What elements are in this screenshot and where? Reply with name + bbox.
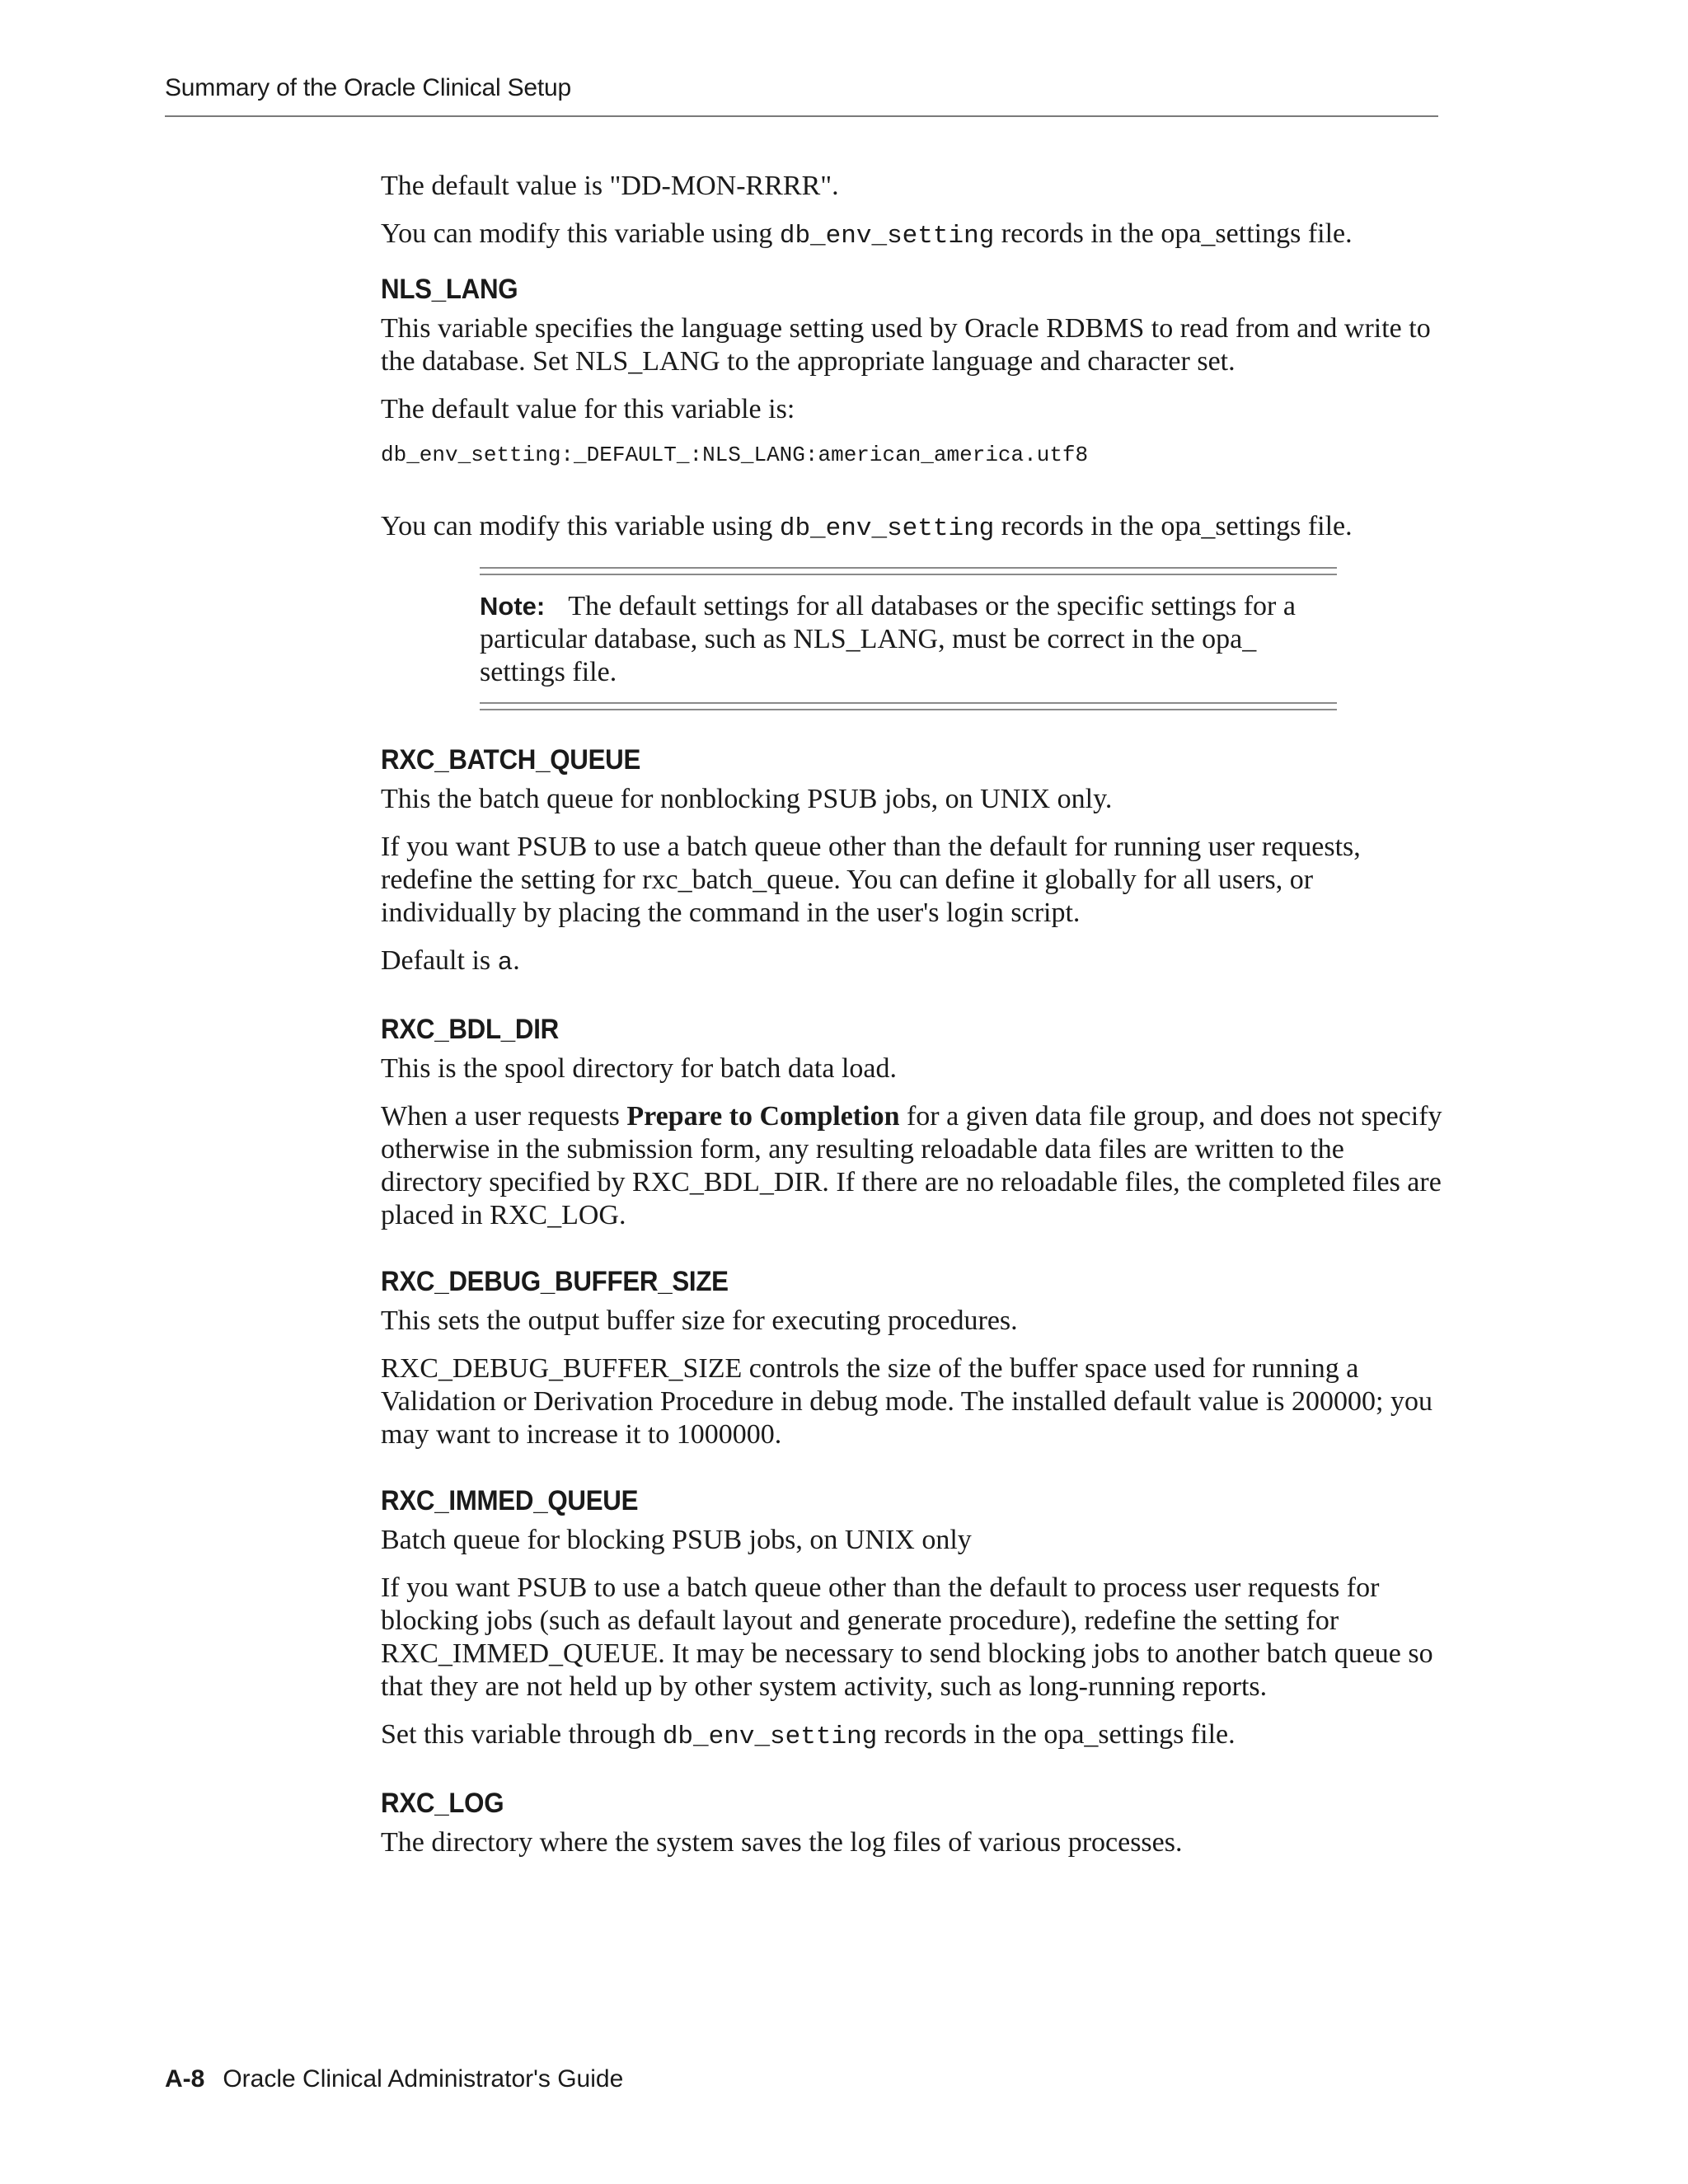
heading-rxc-log: RXC_LOG [381, 1788, 504, 1819]
prepare-to-completion-term: Prepare to Completion [626, 1101, 900, 1132]
immed-queue-setting-code: db_env_setting [662, 1722, 878, 1751]
batch-queue-default-code: a [497, 949, 513, 977]
intro-modify-text-end: records in the opa_settings file. [994, 218, 1353, 249]
intro-modify-paragraph [381, 218, 1444, 253]
note-box [480, 567, 1337, 710]
running-header: Summary of the Oracle Clinical Setup [165, 74, 572, 101]
bdl-dir-description: This is the spool directory for batch data load. [381, 1053, 897, 1084]
note-text: The default settings for all databases or the specific settings for a particular database, such as NLS_LANG, must be correct in the opa_ settings file. [480, 591, 1296, 687]
intro-modify-text: You can modify this variable using [381, 218, 780, 249]
nls-lang-default-intro: The default value for this variable is: [381, 394, 795, 424]
debug-buffer-description: This sets the output buffer size for executing procedures. [381, 1305, 1018, 1336]
nls-lang-code-example: db_env_setting:_DEFAULT_:NLS_LANG:american_america.utf8 [381, 443, 1089, 467]
nls-lang-modify-paragraph [381, 510, 1444, 546]
bdl-dir-details [381, 1100, 1444, 1232]
immed-queue-setting-text: Set this variable through [381, 1719, 663, 1750]
immed-queue-setting-end: records in the opa_settings file. [877, 1719, 1236, 1750]
intro-modify-code: db_env_setting [779, 222, 995, 251]
nls-lang-modify-code: db_env_setting [779, 514, 995, 543]
immed-queue-setting [381, 1718, 1444, 1754]
page-number: A-8 [165, 2065, 205, 2093]
batch-queue-description: This the batch queue for nonblocking PSUB jobs, on UNIX only. [381, 784, 1113, 814]
rxc-log-description: The directory where the system saves the log files of various processes. [381, 1827, 1183, 1858]
heading-rxc-debug-buffer-size: RXC_DEBUG_BUFFER_SIZE [381, 1266, 729, 1297]
note-body [480, 575, 1337, 702]
heading-nls-lang: NLS_LANG [381, 274, 518, 305]
batch-queue-details: If you want PSUB to use a batch queue other than the default for running user requests, redefine the setting for rxc_batch_queue. You can define it globally for all users, or individually by placing the command in the user's login script. [381, 832, 1361, 928]
batch-queue-default-end: . [513, 945, 520, 976]
batch-queue-default-text: Default is [381, 945, 498, 976]
heading-rxc-immed-queue: RXC_IMMED_QUEUE [381, 1485, 639, 1516]
bdl-dir-details-end: for a given data file group, and does not specify otherwise in the submission form, any resulting reloadable data files are written to the directory specified by RXC_BDL_DIR. If there are no reloadable files, the completed files are placed in RXC_LOG. [381, 1101, 1442, 1230]
nls-lang-modify-text-end: records in the opa_settings file. [994, 511, 1353, 541]
note-top-rule [480, 567, 1337, 575]
intro-default-value: The default value is "DD-MON-RRRR". [381, 171, 839, 201]
batch-queue-default [381, 944, 1444, 980]
bdl-dir-details-text: When a user requests [381, 1101, 627, 1132]
note-bottom-rule [480, 702, 1337, 710]
nls-lang-modify-text: You can modify this variable using [381, 511, 780, 541]
header-rule [165, 115, 1438, 117]
page-body [381, 170, 1444, 1874]
immed-queue-details: If you want PSUB to use a batch queue other than the default to process user requests for blocking jobs (such as default layout and generate procedure), redefine the setting for RXC_IMMED_QUEUE. It may be necessary to send blocking jobs to another batch queue so that they are not held up by other system activity, such as long-running reports. [381, 1572, 1433, 1702]
heading-rxc-bdl-dir: RXC_BDL_DIR [381, 1014, 559, 1045]
book-title: Oracle Clinical Administrator's Guide [223, 2065, 624, 2093]
note-label: Note: [480, 592, 546, 621]
immed-queue-description: Batch queue for blocking PSUB jobs, on UNIX only [381, 1525, 972, 1555]
page-footer [165, 2065, 623, 2093]
heading-rxc-batch-queue: RXC_BATCH_QUEUE [381, 744, 641, 776]
debug-buffer-details: RXC_DEBUG_BUFFER_SIZE controls the size of the buffer space used for running a Validation or Derivation Procedure in debug mode. The installed default value is 200000; you may want to increase it to 1000000. [381, 1353, 1432, 1450]
nls-lang-description: This variable specifies the language setting used by Oracle RDBMS to read from and write to the database. Set NLS_LANG to the appropriate language and character set. [381, 313, 1431, 377]
